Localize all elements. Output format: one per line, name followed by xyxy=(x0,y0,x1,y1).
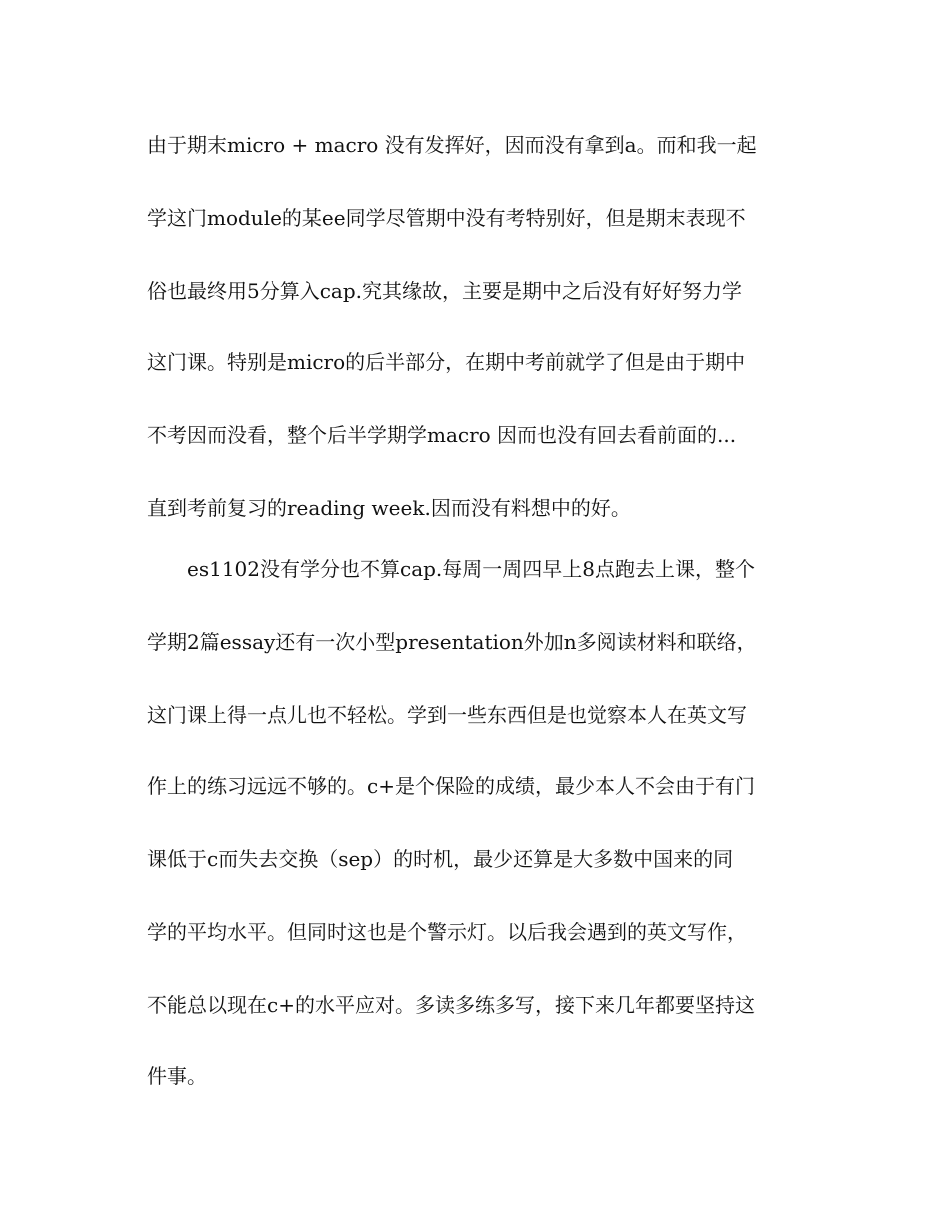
paragraph-1-line-1: 由于期末micro + macro 没有发挥好，因而没有拿到a。而和我一起 xyxy=(147,133,757,157)
paragraph-1-line-5: 不考因而没看，整个后半学期学macro 因而也没有回去看前面的... xyxy=(147,423,737,447)
paragraph-2-line-1: es1102没有学分也不算cap.每周一周四早上8点跑去上课，整个 xyxy=(187,557,756,581)
paragraph-2-line-7: 不能总以现在c+的水平应对。多读多练多写，接下来几年都要坚持这 xyxy=(147,993,755,1017)
paragraph-1-line-3: 俗也最终用5分算入cap.究其缘故，主要是期中之后没有好好努力学 xyxy=(147,279,743,303)
paragraph-1-line-6: 直到考前复习的reading week.因而没有料想中的好。 xyxy=(147,496,631,520)
paragraph-2-line-6: 学的平均水平。但同时这也是个警示灯。以后我会遇到的英文写作， xyxy=(147,920,747,944)
paragraph-2-line-8: 件事。 xyxy=(147,1064,207,1088)
paragraph-2-line-2: 学期2篇essay还有一次小型presentation外加n多阅读材料和联络， xyxy=(147,630,757,654)
paragraph-1-line-2: 学这门module的某ee同学尽管期中没有考特别好，但是期末表现不 xyxy=(147,206,746,230)
paragraph-1-line-4: 这门课。特别是micro的后半部分，在期中考前就学了但是由于期中 xyxy=(147,350,746,374)
paragraph-2-line-3: 这门课上得一点儿也不轻松。学到一些东西但是也觉察本人在英文写 xyxy=(147,703,747,727)
paragraph-2-line-4: 作上的练习远远不够的。c+是个保险的成绩，最少本人不会由于有门 xyxy=(147,774,755,798)
paragraph-2-line-5: 课低于c而失去交换（sep）的时机，最少还算是大多数中国来的同 xyxy=(147,847,734,871)
